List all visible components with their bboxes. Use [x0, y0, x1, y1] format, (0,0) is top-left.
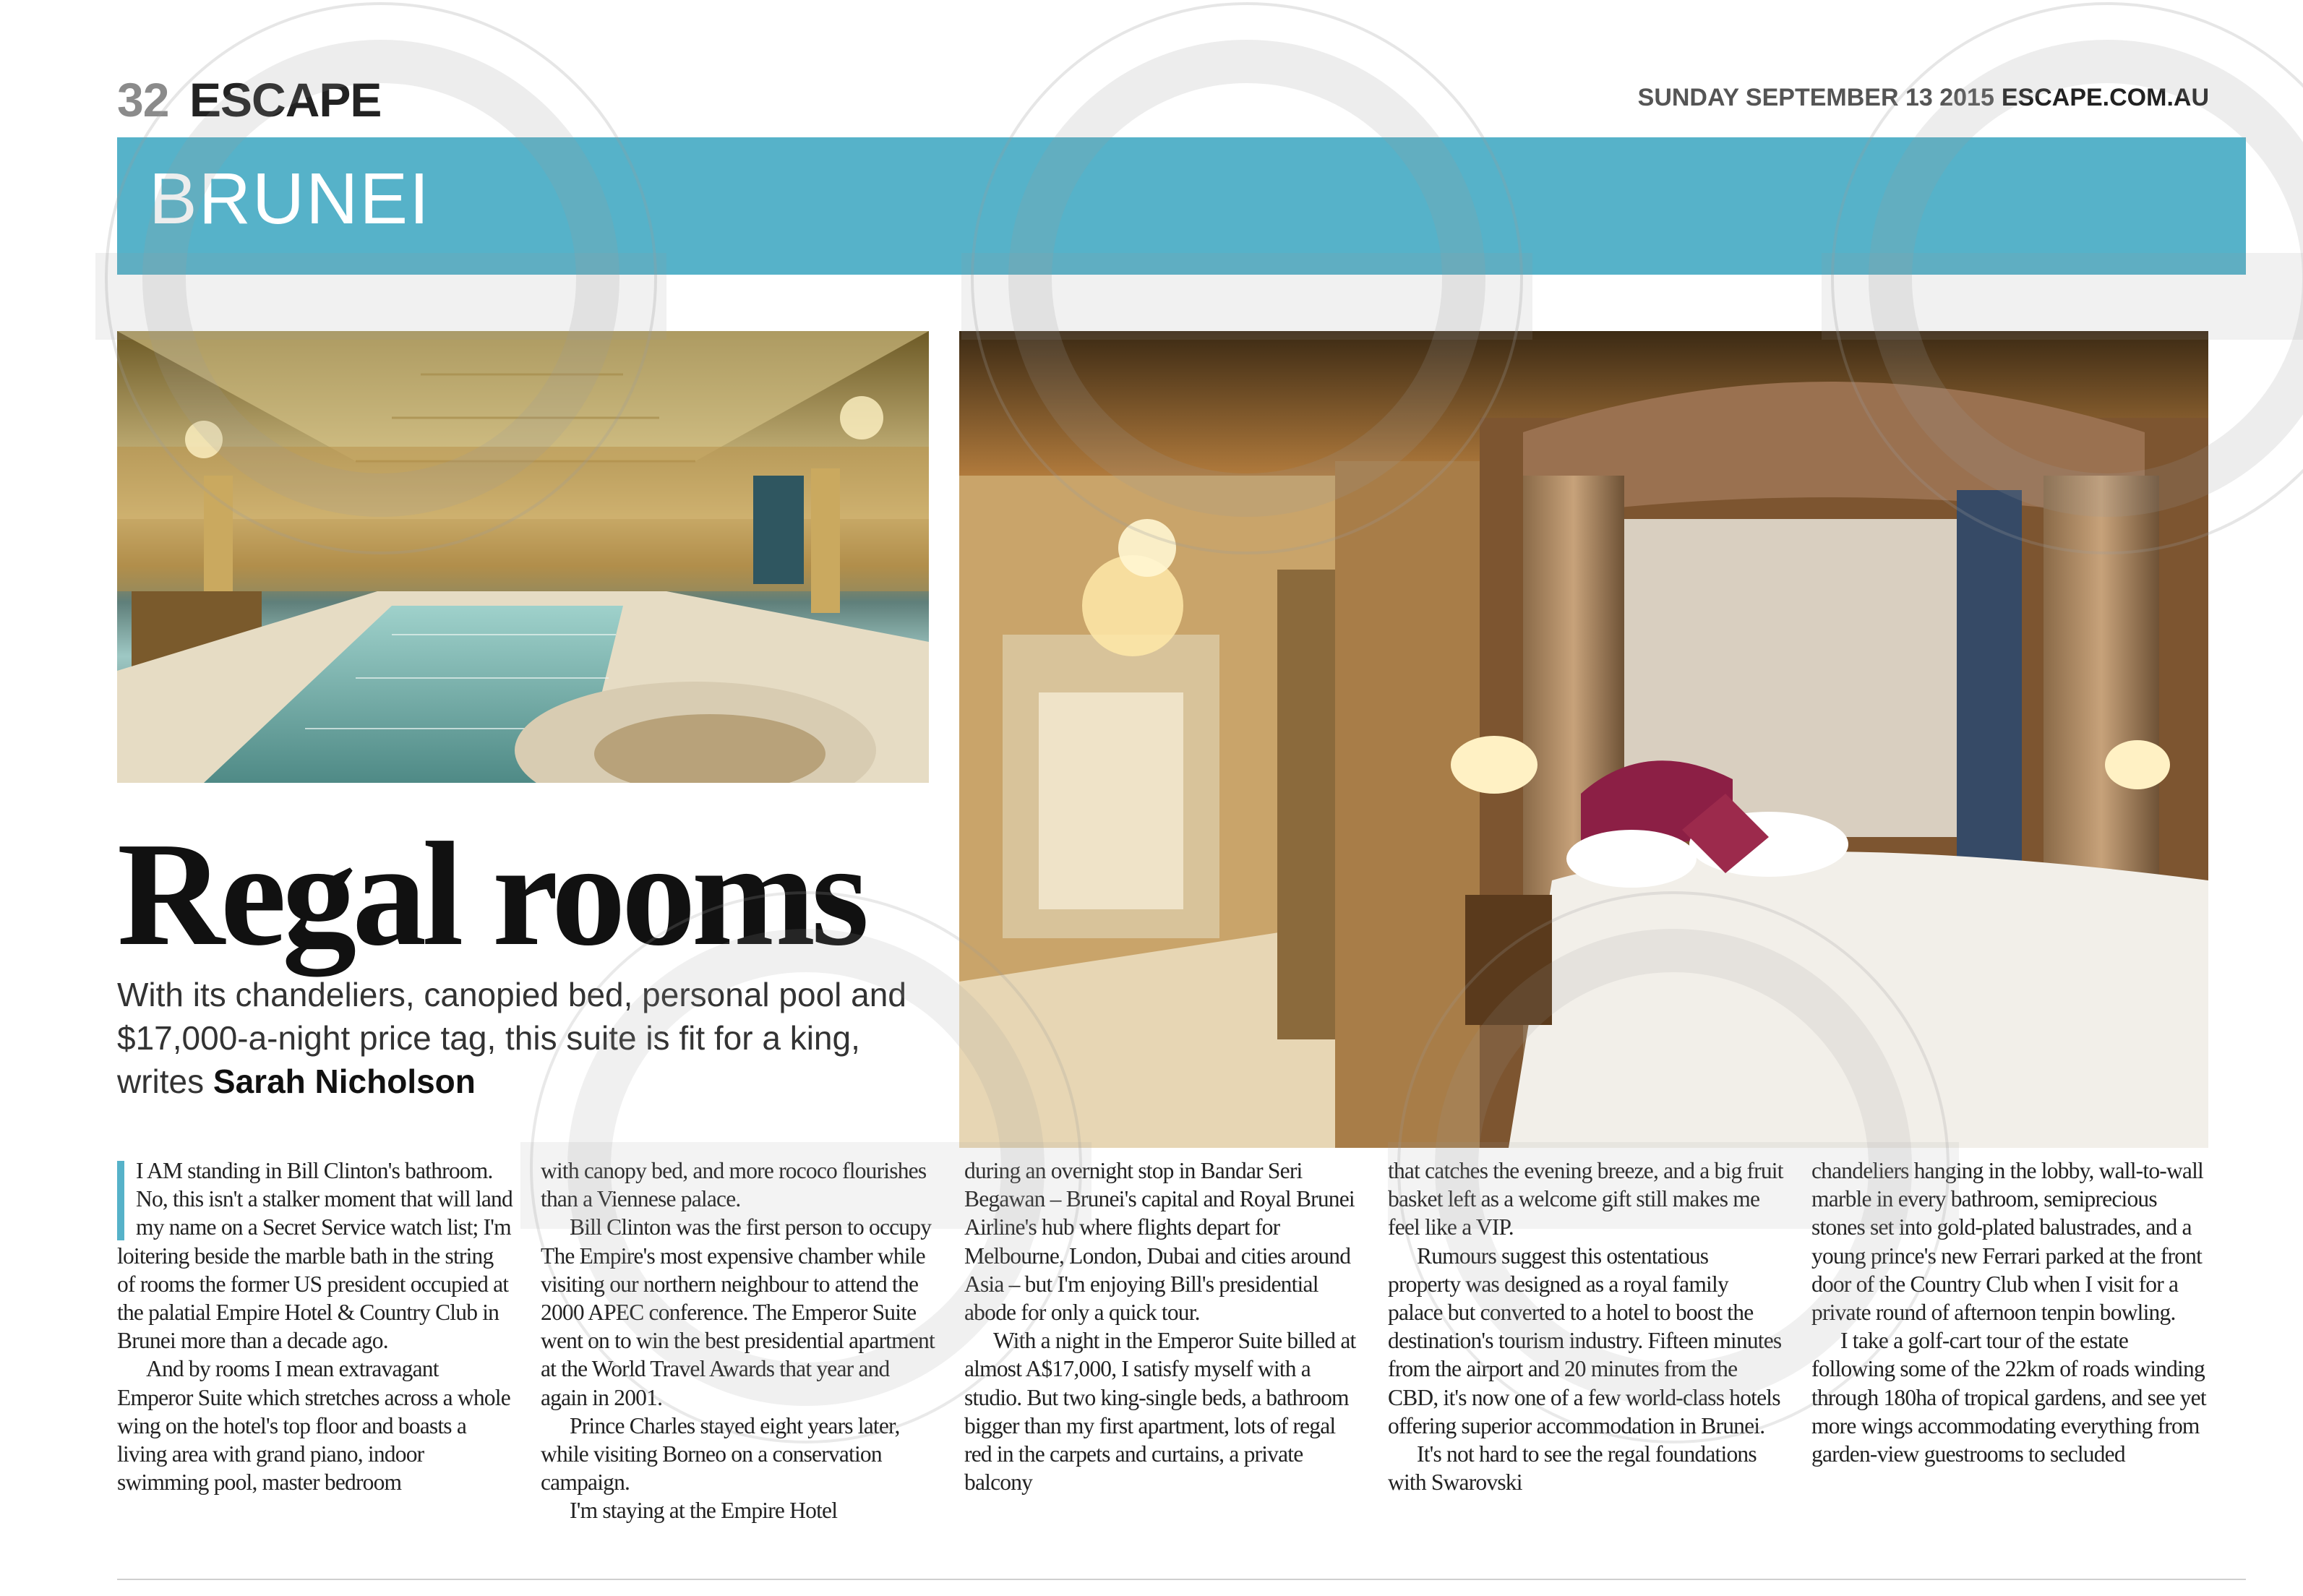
- paragraph: chandeliers hanging in the lobby, wall-to-wall marble in every bathroom, semiprecious stones set into gold-plated balustrades, and a young prince's new Ferrari parked at the front door of the Country Club when I visit for a private round of afternoon tenpin bowling.: [1811, 1158, 2203, 1326]
- article-headline: Regal rooms: [117, 811, 865, 977]
- bedroom-photo: [959, 331, 2208, 1148]
- paragraph: Prince Charles stayed eight years later, while visiting Borneo on a conservation campaign.: [541, 1412, 900, 1496]
- paragraph: with canopy bed, and more rococo flourishes than a Viennese palace.: [541, 1158, 927, 1212]
- paragraph: Bill Clinton was the first person to occupy The Empire's most expensive chamber while visiting our northern neighbour to attend the 2000 APEC conference. The Emperor Suite went on to win the best presidential apartment at the World Travel Awards that year and again in 2001.: [541, 1214, 935, 1410]
- bedroom-photo-drawing: [959, 331, 2208, 1148]
- author-byline: Sarah Nicholson: [213, 1063, 476, 1100]
- page-number: 32: [117, 73, 169, 126]
- paragraph: It's not hard to see the regal foundations with Swarovski: [1388, 1441, 1757, 1496]
- pool-photo-drawing: [117, 331, 929, 783]
- section-name: ESCAPE: [189, 73, 382, 126]
- paragraph: I take a golf-cart tour of the estate following some of the 22km of roads winding through 180ha of tropical gardens, and see yet more wings accommodating everything from garden-view guestrooms to secluded: [1811, 1328, 2206, 1467]
- drop-bar: [117, 1161, 124, 1240]
- paragraph: I AM standing in Bill Clinton's bathroom. No, this isn't a stalker moment that will land my name on a Secret Service watch list; I'm loitering beside the marble bath in the string of rooms the former US president occupied at the palatial Empire Hotel & Country Club in Brunei more than a decade ago.: [117, 1158, 513, 1354]
- paragraph: during an overnight stop in Bandar Seri Begawan – Brunei's capital and Royal Brunei Airline's hub where flights depart for Melbourne, London, Dubai and cities around Asia – but I'm enjoying Bill's presidential abode for only a quick tour.: [964, 1158, 1355, 1326]
- paragraph: And by rooms I mean extravagant Emperor Suite which stretches across a whole wing on the hotel's top floor and boasts a living area with grand piano, indoor swimming pool, master bedroom: [117, 1356, 510, 1496]
- pool-photo: [117, 331, 929, 783]
- standfirst-text: With its chandeliers, canopied bed, personal pool and $17,000-a-night price tag, this suite is fit for a king, writes: [117, 976, 906, 1100]
- body-column-4: [1388, 1157, 1784, 1496]
- issue-date: SUNDAY SEPTEMBER 13 2015: [1637, 84, 1994, 111]
- paragraph: With a night in the Emperor Suite billed at almost A$17,000, I satisfy myself with a studio. But two king-single beds, a bathroom bigger than my first apartment, lots of regal red in the carpets and curtains, a private balcony: [964, 1328, 1356, 1496]
- paragraph: that catches the evening breeze, and a big fruit basket left as a welcome gift still makes me feel like a VIP.: [1388, 1158, 1783, 1240]
- destination-banner: [117, 137, 2246, 275]
- website-link[interactable]: ESCAPE.COM.AU: [2001, 84, 2209, 111]
- body-column-1: [117, 1157, 513, 1496]
- standfirst: [117, 973, 948, 1103]
- body-column-2: [541, 1157, 937, 1525]
- body-column-5: [1811, 1157, 2208, 1468]
- footer-rule: [117, 1579, 2246, 1580]
- dateline: [1638, 84, 2209, 112]
- body-column-3: [964, 1157, 1360, 1496]
- paragraph: I'm staying at the Empire Hotel: [570, 1498, 838, 1524]
- paragraph: Rumours suggest this ostentatious property was designed as a royal family palace but converted to a hotel to boost the destination's tourism industry. Fifteen minutes from the airport and 20 minutes from the CBD, it's now one of a few world-class hotels offering superior accommodation in Brunei.: [1388, 1243, 1782, 1438]
- banner-label: BRUNEI: [149, 158, 431, 239]
